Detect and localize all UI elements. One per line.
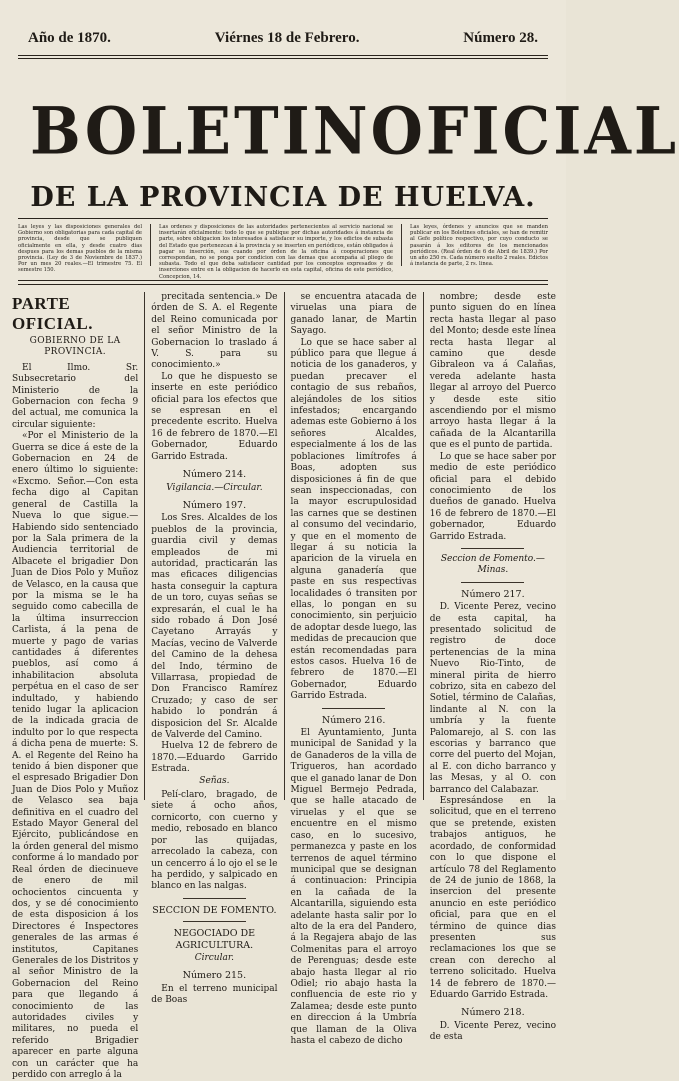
masthead-rule	[18, 218, 548, 219]
subsection-heading: NEGOCIADO DE AGRICULTURA.	[173, 928, 256, 951]
item-number: Número 216.	[321, 714, 386, 726]
paragraph: El Ayuntamiento, Junta municipal de Sanidad y la de Ganaderos de la villa de Trigueros, han acordado que el ganado lanar de Don Miguel Bermejo Pedrada, que se halle atacado de viruelas y el que se encuentre en el mismo caso, en lo sucesivo, permanezca y paste en los terrenos de aquel término municipal que se designan á continuacion: Principia en la cañada de la Alcantarilla, siguiendo esta adelante hasta salir por lo alto de la era del Pandero, á la Regajera abajo de las Colmenitas para el arroyo de Perenguas; desde este abajo hasta llegar al rio Odiel; rio abajo hasta la confluencia de este rio y Zalamea; desde este punto en direccion á la Umbría que llaman de la Oliva hasta el cabezo de dicho	[290, 728, 417, 1046]
issue-number: Número 28.	[463, 30, 538, 46]
paragraph: D. Vicente Perez, vecino de esta	[429, 1020, 556, 1043]
issue-date: Viérnes 18 de Febrero.	[214, 30, 360, 46]
item-heading: Seccion de Fomento.—Minas.	[440, 553, 545, 576]
province-subtitle: DE LA PROVINCIA DE HUELVA.	[30, 182, 536, 213]
paragraph: Los Sres. Alcaldes de los pueblos de la provincia, guardia civil y demas empleados de mi autoridad, practicarán las mas eficaces diligencias hasta conseguir la captura de un toro, cuyas señas se expresarán, el cual le ha sido robado á Don José Cayetano Arrayás y Macías, vecino de Valverde del Camino de la dehesa del Indo, término de Villarrasa, propiedad de Don Francisco Ramírez Cruzado; y caso de ser habido lo pondrán á disposicion del Sr. Alcalde de Valverde del Camino.	[151, 513, 278, 741]
item-heading: Circular.	[194, 952, 235, 963]
paragraph: se encuentra atacada de viruelas una piara de ganado lanar, de Martin Sayago.	[290, 292, 417, 337]
separator	[461, 548, 524, 549]
notice-right: Las leyes, órdenes y anuncios que se manden publicar en los Boletines oficiales, se han de remitir al Gefe político respectivo, por cuyo conducto se pasarán á los editores de los mencionados periódicos. (Real órden de 6 de Abril de 1839.) Por un año 250 rs. Cada número suelto 2 reales. Edictos á instancia de parte, 2 rs. linea.	[410, 224, 548, 268]
header-rule-thin	[18, 58, 548, 59]
body-rule-thin	[18, 284, 548, 285]
column-2	[151, 292, 278, 1006]
paragraph: Espresándose en la solicitud, que en el terreno que se pretende, existen trabajos antiguos, he acordado, de conformidad con lo que dispone el artículo 78 del Reglamento de 24 de junio de 1868, la insercion del presente anuncio en este periódico oficial, para que en el término de quince dias presenten sus reclamaciones los que se crean con derecho al terreno solicitado. Huelva 14 de febrero de 1870.—Eduardo Garrido Estrada.	[429, 796, 556, 1000]
notice-left: Las leyes y las disposiciones generales del Gobierno son obligatorias para cada capital de provincia, desde que se publiquen oficialmente en ella, y desde cuatro dias despues para los demas pueblos de la misma provincia. (Ley de 3 de Noviembre de 1837.) Por un mes 20 reales.—El trimestre 75. El semestre 150.	[18, 224, 142, 274]
column-divider	[284, 292, 285, 800]
section-heading: SECCION DE FOMENTO.	[152, 904, 277, 916]
column-divider	[423, 292, 424, 800]
column-3	[290, 292, 417, 1046]
paragraph: En el terreno municipal de Boas	[151, 983, 278, 1006]
masthead	[30, 92, 679, 172]
section-title: PARTE OFICIAL.	[12, 294, 93, 333]
body-rule	[18, 280, 548, 281]
paragraph: Lo que se hace saber por medio de este periódico oficial para el debido conocimiento de los dueños de ganado. Huelva 16 de febrero de 1870.—El gobernador, Eduardo Garrido Estrada.	[429, 451, 556, 542]
separator	[461, 582, 524, 583]
item-number: Número 218.	[461, 1007, 525, 1019]
column-4	[429, 292, 556, 1043]
item-number: Número 197.	[182, 499, 247, 511]
notice-band	[18, 224, 548, 280]
paragraph: precitada sentencia.» De órden de S. A. el Regente del Reino comunicada por el señor Ministro de la Gobernacion lo traslado á V. S. para su conocimiento.»	[151, 292, 278, 371]
separator	[322, 708, 385, 709]
notice-divider	[150, 224, 151, 266]
notice-divider	[401, 224, 402, 266]
paragraph: Pelí-claro, bragado, de siete á ocho años, cornicorto, con cuerno y medio, rebosado en blanco por las quijadas, arrecolado la cabeza, con un cencerro á lo ojo el se le ha perdido, y salpicado en blanco en las nalgas.	[151, 790, 278, 892]
section-subtitle: GOBIERNO DE LA PROVINCIA.	[29, 336, 121, 358]
separator	[183, 921, 246, 922]
paragraph: «Por el Ministerio de la Guerra se dice á este de la Gobernacion en 24 de enero último lo siguiente: «Excmo. Señor.—Con esta fecha digo al Capitan general de Castilla la Nueva lo que sigue.— Habiendo sido sentenciado por la Sala primera de la Audiencia territorial de Albacete el brigadier Don Juan de Dios Polo y Muñoz de Velasco, en la causa que por la misma se le ha seguido como cabecilla de la última insurreccion Carlista, á la pena de muerte y pago de varias cantidades á diferentes pueblos, así como á inhabilitacion absoluta perpétua en el caso de ser indultado, y habiendo tenido lugar la aplicacion de la indicada gracia de indulto por lo que respecta á dicha pena de muerte: S. A. el Regente del Reino ha tenido á bien disponer que el espresado Brigadier Don Juan de Dios Polo y Muñoz de Velasco sea baja definitiva en el cuadro del Estado Mayor General del Ejército, publicándose en la órden general del mismo conforme á lo mandado por Real órden de diecinueve de enero de mil ochocientos cincuenta y dos, y se dé conocimiento de esta disposicion á los Directores é Inspectores generales de las armas é institutos, Capitanes Generales de los Distritos y al señor Ministro de la Gobernacion del Reino para que llegando á conocimiento de las autoridades civiles y militares, no pueda el referido Brigadier aparecer en parte alguna con un carácter que ha perdido con arreglo á la	[12, 431, 139, 1080]
masthead-left-word: BOLETIN	[30, 94, 371, 170]
issue-header	[28, 30, 538, 52]
article-columns	[12, 292, 556, 1080]
masthead-right-word: OFICIAL	[370, 94, 679, 170]
item-number: Número 214.	[182, 469, 247, 481]
paragraph: Lo que he dispuesto se inserte en este periódico oficial para los efectos que se espresan en el precedente escrito. Huelva 16 de febrero de 1870.—El Gobernador, Eduardo Garrido Estrada.	[151, 371, 278, 462]
paragraph: Huelva 12 de febrero de 1870.—Eduardo Garrido Estrada.	[151, 741, 278, 775]
separator	[183, 898, 246, 899]
notice-center: Las ordenes y disposiciones de las autoridades pertenecientes al servicio nacional se insertarán oficialmente: todo lo que se publique por dichas autoridades á instancia de parte, sobre obligacion los interesados á satisfacer su importe, y los edictos de subasta del Estado que pertenezcan á la provincia y se inserten en periódicos, están obligados á pagar su inserción, sus cuando por órden de la oficina á cooperaciones que correspondan, no se ponga por condicion con las demas que acompaña al pliego de subasta. Todo el que deba satisfacer cantidad por los conceptos expresados y de inserciones entre en la obligacion de hacerlo en esta capital, oficina de este periódico, Concepcion, 14.	[159, 224, 393, 280]
column-1	[12, 292, 139, 1080]
paragraph: D. Vicente Perez, vecino de esta capital, ha presentado solicitud de registro de doce pertenencias de la mina Nuevo Rio-Tinto, de mineral pirita de hierro cobrizo, sita en cabezo del Sotiel, término de Calañas, lindante al N. con la umbría y la fuente Palomarejo, al S. con las escorias y barranco que corre del puerto del Mojan, al E. con dicho barranco y las Mesas, y al O. con barranco del Calabazar.	[429, 602, 556, 795]
paragraph: El Ilmo. Sr. Subsecretario del Ministerio de la Gobernacion con fecha 9 del actual, me comunica la circular siguiente:	[12, 362, 139, 430]
paragraph: nombre; desde este punto siguen do en línea recta hasta llegar al paso del Monto; desde este línea recta hasta llegar al camino que desde Gibraleon va á Calañas, vereda adelante hasta llegar al arroyo del Puerco y desde este sitio ascendiendo por el mismo arroyo hasta llegar á la cañada de la Alcantarilla que es el punto de partida.	[429, 292, 556, 451]
column-divider	[144, 292, 145, 800]
item-number: Número 217.	[461, 588, 525, 600]
item-number: Número 215.	[182, 970, 247, 982]
header-rule	[18, 55, 548, 56]
item-heading: Señas.	[199, 775, 230, 786]
paragraph: Lo que se hace saber al público para que llegue á noticia de los ganaderos, y puedan precaver el contagio de sus rebaños, alejándoles de los sitios infestados; encargando ademas este Gobierno á los señores Alcaldes, especialmente á los de las poblaciones limítrofes á Boas, adopten sus disposiciones á fin de que sean inspeccionadas, con la mayor escrupulosidad las carnes que se destinen al consumo del vecindario, y que en el momento de llegar á su noticia la aparicion de la viruela en alguna ganadería que paste en sus respectivas localidades ó transiten por ellas, lo pongan en su conocimiento, sin perjuicio de adoptar desde luego, las medidas de precaucion que están recomendadas para estos casos. Huelva 16 de febrero de 1870.—El Gobernador, Eduardo Garrido Estrada.	[290, 337, 417, 702]
item-heading: Vigilancia.—Circular.	[166, 482, 263, 493]
issue-year: Año de 1870.	[28, 30, 111, 46]
